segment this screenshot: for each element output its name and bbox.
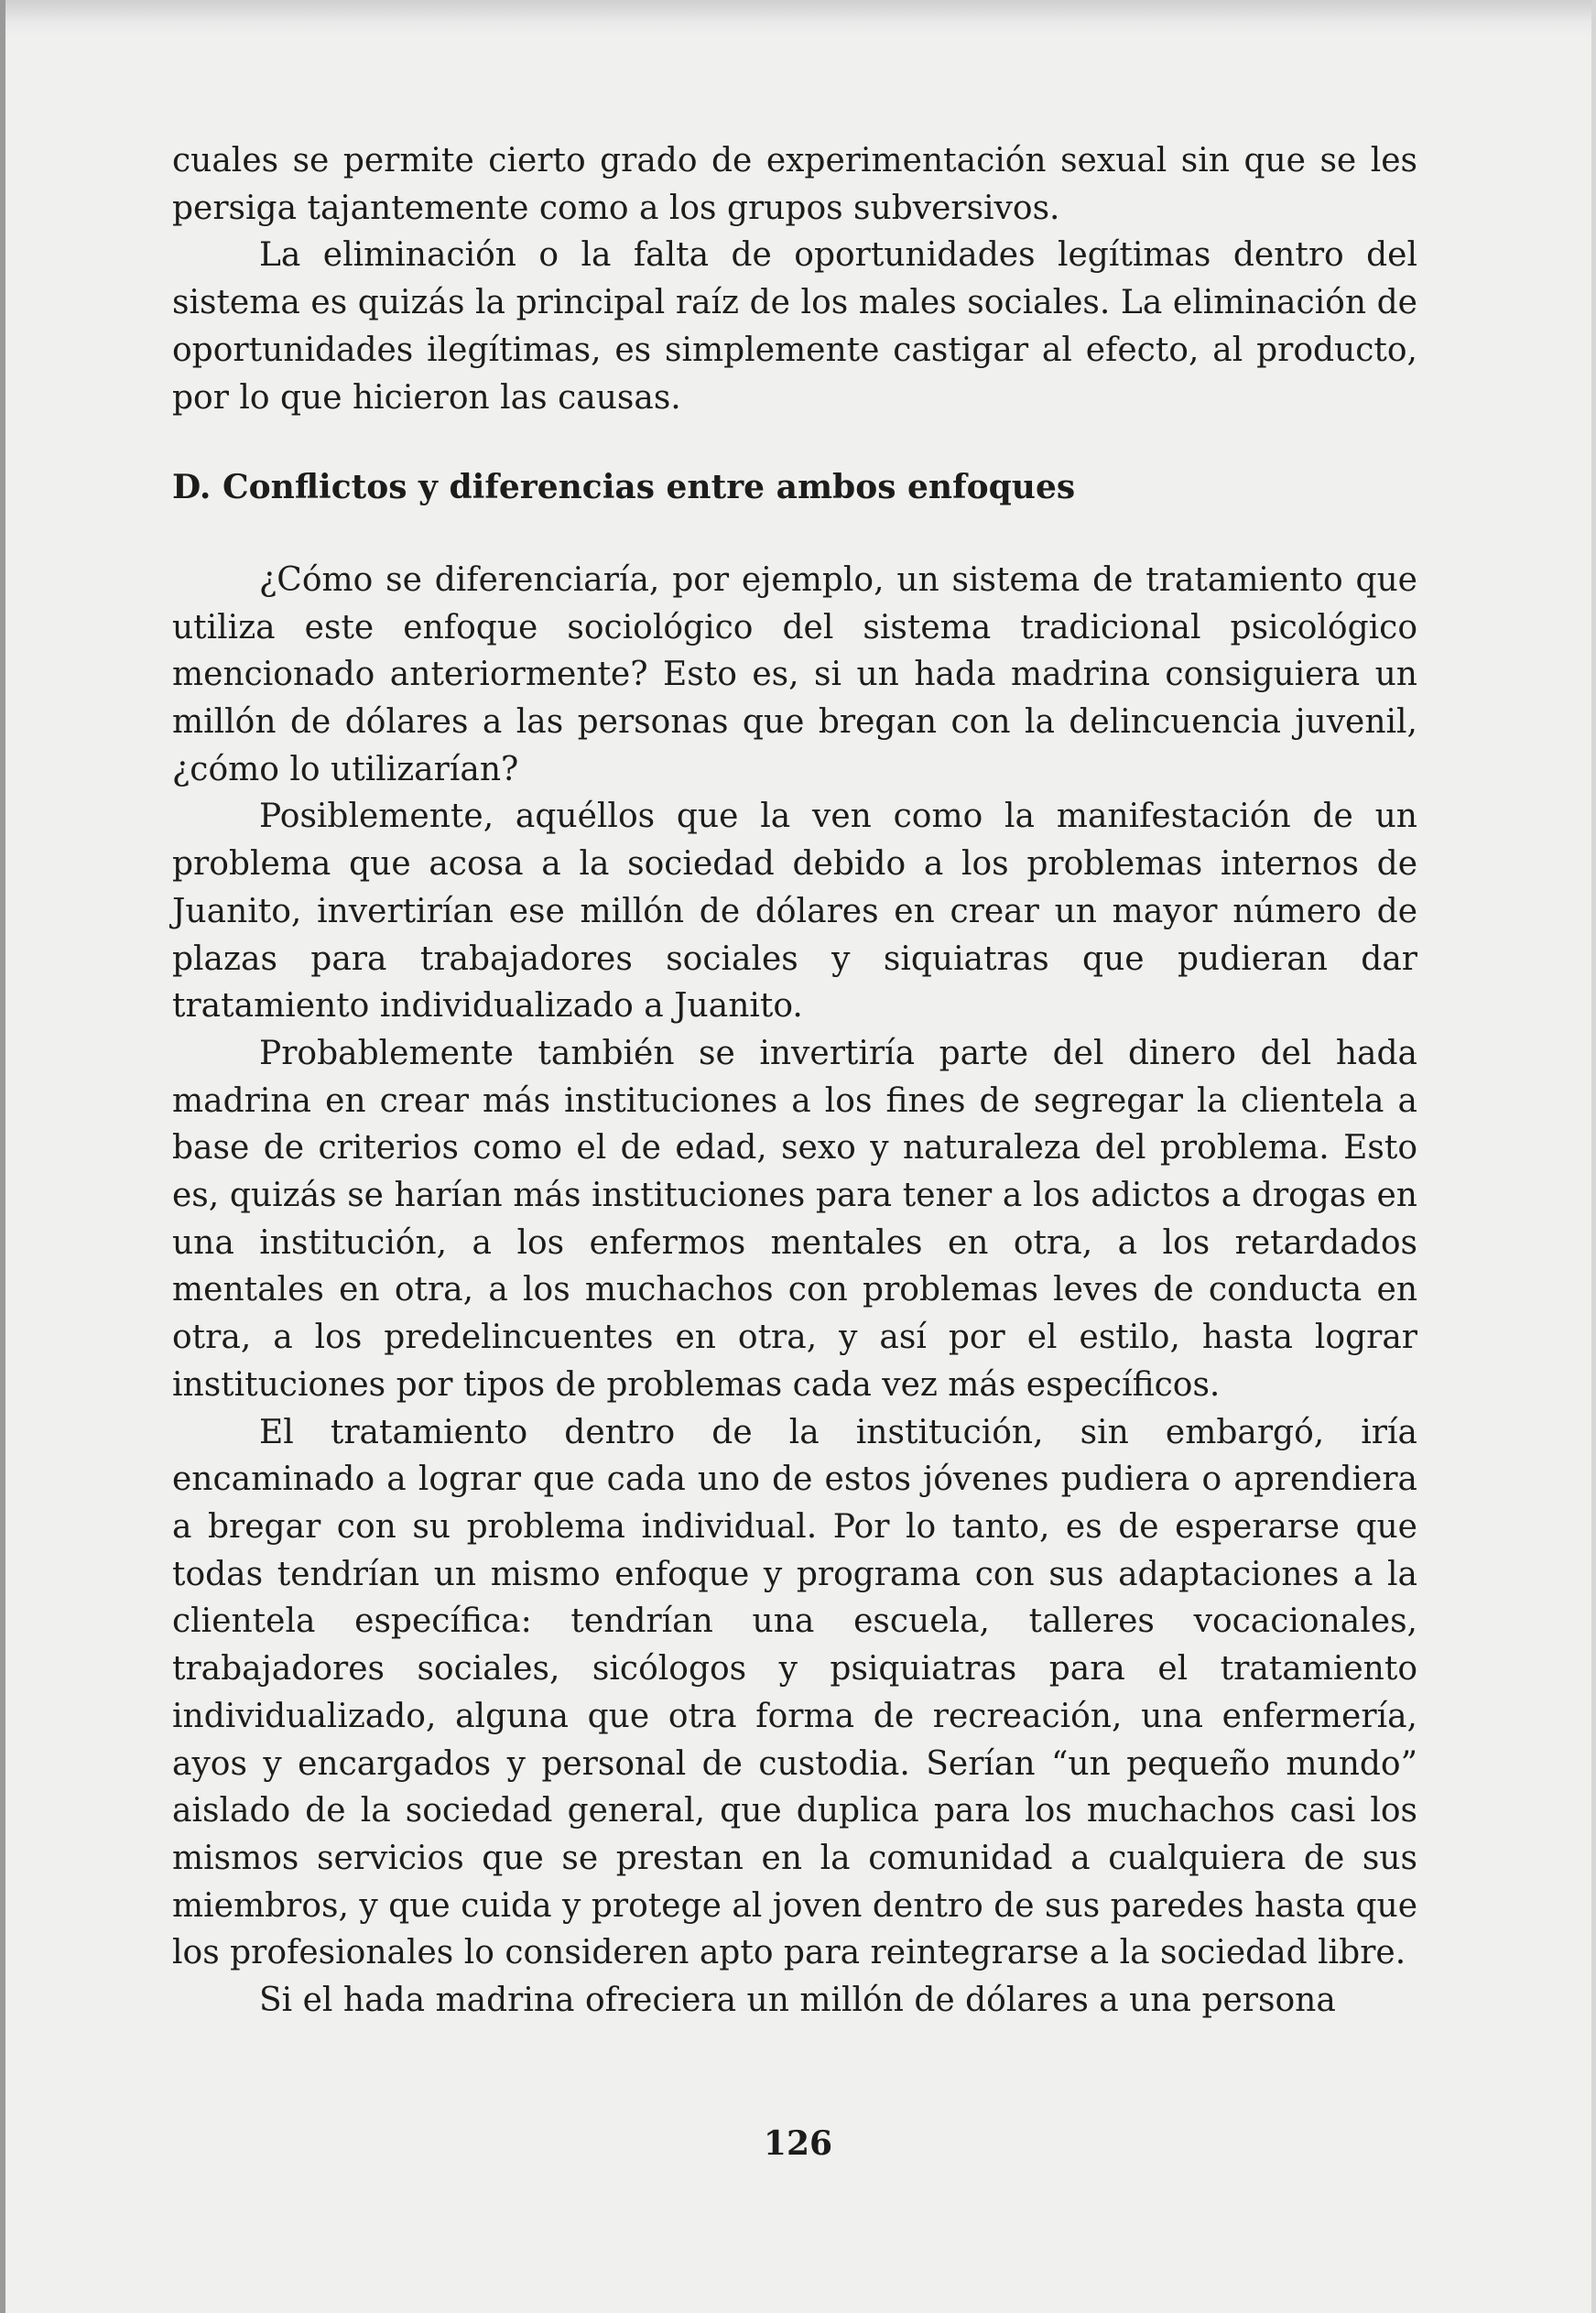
paragraph: Si el hada madrina ofreciera un millón de dólares a una persona (259, 1982, 1336, 2020)
paragraph: ¿Cómo se diferenciaría, por ejemplo, un sistema de tratamiento que utiliza este enfoque sociológico del sistema tradicional psicológico mencionado anteriormente? Esto es, si un hada madrina consiguiera un millón de dólares a las personas que bregan con la delincuencia juvenil, ¿cómo lo utilizarían? (172, 560, 1417, 788)
page-number: 126 (763, 2124, 833, 2163)
scan-edge-top (0, 0, 1596, 37)
paragraph: La eliminación o la falta de oportunidades legítimas dentro del sistema es quizás la principal raíz de los males sociales. La eliminación de oportunidades ilegítimas, es simplemente castigar al efecto, al producto, por lo que hicieron las causas. (172, 236, 1417, 417)
paragraph: Posiblemente, aquéllos que la ven como la manifestación de un problema que acosa a la sociedad debido a los problemas internos de Juanito, invertirían ese millón de dólares en crear un mayor número de plazas para trabajadores sociales y siquiatras que pudieran dar tratamiento individualizado a Juanito. (172, 798, 1417, 1026)
body-text (172, 137, 1417, 2025)
section-heading: D. Conflictos y diferencias entre ambos enfoques (172, 468, 1076, 507)
paragraph: Probablemente también se invertiría parte del dinero del hada madrina en crear más instituciones a los fines de segregar la clientela a base de criterios como el de edad, sexo y naturaleza del problema. Esto es, quizás se harían más instituciones para tener a los adictos a drogas en una institución, a los enfermos mentales en otra, a los retardados mentales en otra, a los muchachos con problemas leves de conducta en otra, a los predelincuentes en otra, y así por el estilo, hasta lograr instituciones por tipos de problemas cada vez más específicos. (172, 1034, 1417, 1404)
paragraph-continuation: cuales se permite cierto grado de experimentación sexual sin que se les persiga tajantemente como a los grupos subversivos. (172, 142, 1417, 227)
paragraph: El tratamiento dentro de la institución, sin embargó, iría encaminado a lograr que cada uno de estos jóvenes pudiera o aprendiera a bregar con su problema individual. Por lo tanto, es de esperarse que todas tendrían un mismo enfoque y programa con sus adaptaciones a la clientela específica: tendrían una escuela, talleres vocacionales, trabajadores sociales, sicólogos y psiquiatras para el tratamiento individualizado, alguna que otra forma de recreación, una enfermería, ayos y encargados y personal de custodia. Serían “un pequeño mundo” aislado de la sociedad general, que duplica para los muchachos casi los mismos servicios que se prestan en la comunidad a cualquiera de sus miembros, y que cuida y protege al joven dentro de sus paredes hasta que los profesionales lo consideren apto para reintegrarse a la sociedad libre. (172, 1413, 1417, 1972)
scan-edge-left (0, 0, 5, 2313)
scan-edge-right (1591, 0, 1596, 2313)
